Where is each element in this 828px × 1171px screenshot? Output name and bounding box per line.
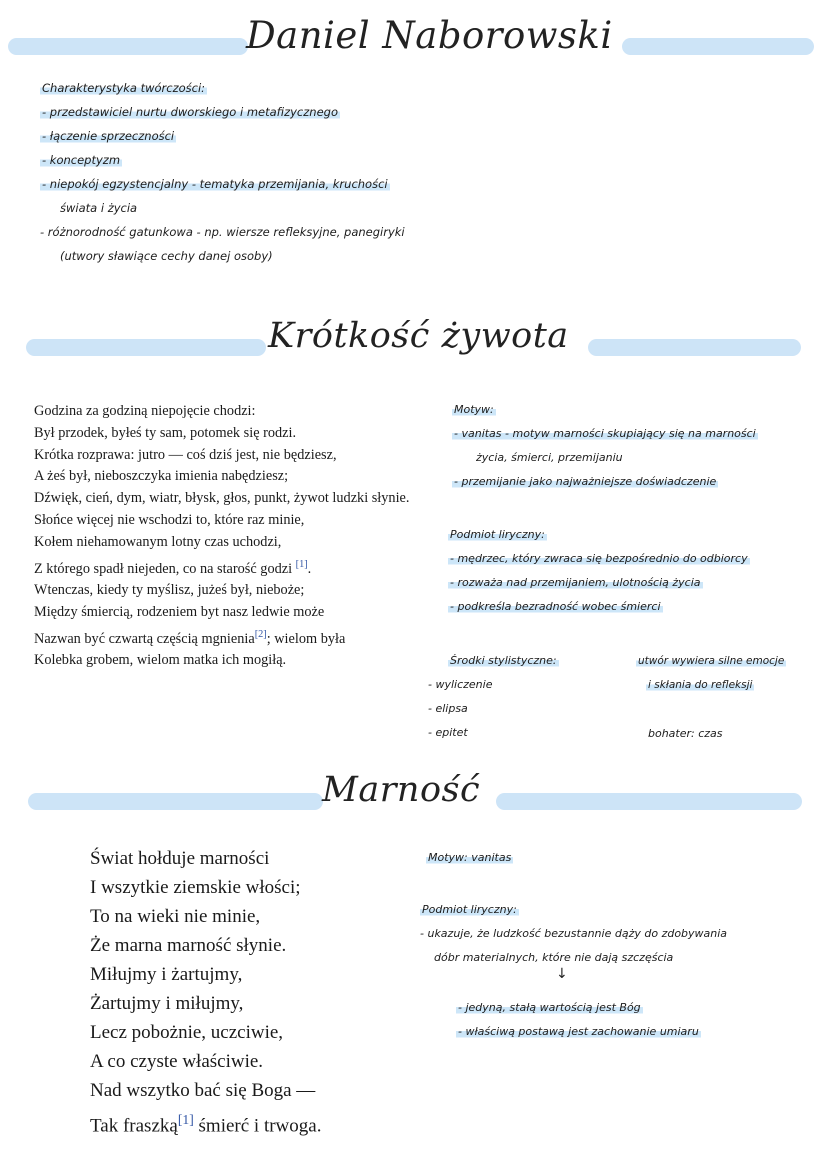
poem-line: Miłujmy i żartujmy, (90, 964, 243, 985)
footnote-link[interactable]: [1] (295, 558, 308, 570)
poem-marnosc (90, 844, 321, 1140)
list-item: - różnorodność gatunkowa - np. wiersze refleksyjne, panegiryki (40, 225, 405, 239)
section-underline-right (496, 793, 802, 810)
footnote-link[interactable]: [2] (254, 628, 267, 640)
notes-motifs (452, 398, 758, 494)
poem-krotkosc-zywota (34, 401, 409, 672)
poem-line: A żeś był, nieboszczyka imienia nabędziesz; (34, 468, 289, 485)
title-underline-right (622, 38, 814, 55)
list-item: - rozważa nad przemijaniem, ulotnością życia (450, 576, 701, 589)
poem-line: Że marna marność słynie. (90, 935, 287, 956)
list-item: - niepokój egzystencjalny - tematyka przemijania, kruchości (42, 177, 388, 191)
list-item: - ukazuje, że ludzkość bezustannie dąży do zdobywania (420, 927, 728, 940)
poem-line: I wszytkie ziemskie włości; (90, 877, 301, 898)
footnote-link[interactable]: [1] (177, 1112, 194, 1127)
characteristics-block (40, 76, 405, 268)
poem-line: To na wieki nie minie, (90, 906, 261, 927)
poem-line: Świat hołduje marności (90, 848, 270, 869)
list-item: - vanitas - motyw marności skupiający się na marności (454, 427, 756, 440)
list-item: - mędrzec, który zwraca się bezpośrednio do odbiorcy (450, 552, 748, 565)
arrow-down-icon: ↓ (556, 966, 568, 982)
list-item: świata i życia (60, 201, 138, 215)
poem-line: Nazwan być czwartą częścią mgnienia[2]; wielom była (34, 628, 346, 647)
poem-line: Dźwięk, cień, dym, wiatr, błysk, głos, punkt, żywot ludzki słynie. (34, 490, 410, 507)
poem-line: Kołem niehamowanym lotny czas uchodzi, (34, 533, 282, 550)
notes-points (456, 996, 701, 1044)
section-underline-left (28, 793, 323, 810)
notes-heading: Motyw: (454, 403, 494, 416)
notes-speaker (448, 523, 750, 619)
list-item: - epitet (428, 726, 468, 739)
notes-emotion (636, 649, 786, 697)
poem-line: Z którego spadł niejeden, co na starość godzi [1]. (34, 558, 312, 577)
characteristics-heading: Charakterystyka twórczości: (42, 81, 206, 95)
list-item: - wyliczenie (428, 678, 493, 691)
poem-line: Lecz pobożnie, uczciwie, (90, 1022, 284, 1043)
title-underline-left (8, 38, 248, 55)
notes-speaker-2 (420, 898, 727, 970)
list-item: (utwory sławiące cechy danej osoby) (60, 249, 273, 263)
section-title: Marność (322, 770, 481, 810)
poem-line: Krótka rozprawa: jutro — coś dziś jest, nie będziesz, (34, 446, 337, 463)
poem-line: Godzina za godziną niepojęcie chodzi: (34, 403, 256, 419)
section-underline-left (26, 339, 266, 356)
note-motif: Motyw: vanitas (428, 851, 512, 864)
note-line: i skłania do refleksji (648, 679, 753, 691)
poem-line: Żartujmy i miłujmy, (90, 993, 244, 1014)
section-underline-right (588, 339, 801, 356)
list-item: - jedyną, stałą wartością jest Bóg (458, 1001, 641, 1014)
list-item: - właściwą postawą jest zachowanie umiaru (458, 1025, 699, 1038)
poem-line: Wtenczas, kiedy ty myślisz, jużeś był, nieboże; (34, 582, 305, 599)
poem-line: Kolebka grobem, wielom matka ich mogiłą. (34, 652, 287, 669)
list-item: - przedstawiciel nurtu dworskiego i metafizycznego (42, 105, 338, 119)
notes-heading: Podmiot liryczny: (450, 528, 545, 541)
section-title: Krótkość żywota (268, 316, 569, 356)
list-item: - konceptyzm (42, 153, 121, 167)
list-item: - łączenie sprzeczności (42, 129, 175, 143)
poem-line: Słońce więcej nie wschodzi to, które raz minie, (34, 511, 305, 528)
list-item: - podkreśla bezradność wobec śmierci (450, 600, 661, 613)
list-item: - elipsa (428, 702, 468, 715)
notes-heading: Podmiot liryczny: (422, 903, 517, 916)
poem-line: Nad wszytko bać się Boga — (90, 1080, 316, 1101)
poem-line: Tak fraszką[1] śmierć i trwoga. (90, 1112, 322, 1137)
page-title: Daniel Naborowski (246, 14, 613, 57)
notes-heading: Środki stylistyczne: (450, 654, 557, 667)
list-item: życia, śmierci, przemijaniu (476, 451, 623, 464)
poem-line: Między śmiercią, rodzeniem byt nasz ledwie może (34, 603, 325, 620)
poem-line: Był przodek, byłeś ty sam, potomek się rodzi. (34, 424, 297, 441)
note-hero: bohater: czas (648, 727, 723, 740)
notes-devices (428, 649, 559, 745)
note-line: utwór wywiera silne emocje (638, 655, 785, 667)
list-item: dóbr materialnych, które nie dają szczęścia (434, 951, 674, 964)
poem-line: A co czyste właściwie. (90, 1051, 264, 1072)
list-item: - przemijanie jako najważniejsze doświadczenie (454, 475, 717, 488)
